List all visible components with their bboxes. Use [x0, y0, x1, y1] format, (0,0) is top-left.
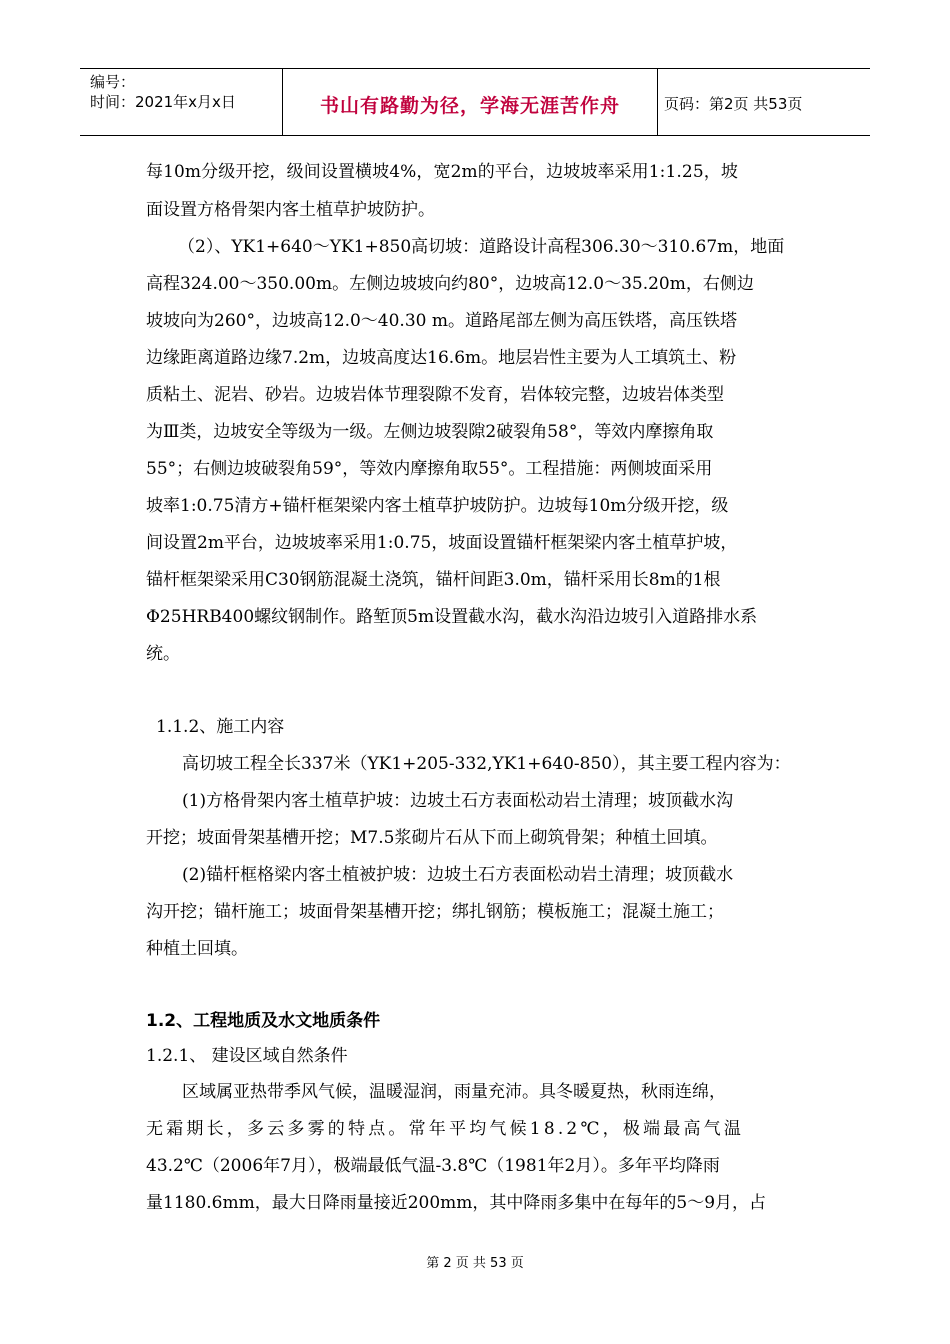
body-line: （2）、YK1+640～YK1+850高切坡：道路设计高程306.30～310.67m，地面: [178, 237, 785, 257]
date-label: 时间：2021年x月x日: [90, 93, 236, 111]
body-line: 开挖；坡面骨架基槽开挖；M7.5浆砌片石从下而上砌筑骨架；种植土回填。: [146, 828, 718, 848]
body-line: 种植土回填。: [146, 939, 248, 959]
section-heading-1-2-1: 1.2.1、 建设区域自然条件: [146, 1046, 348, 1066]
body-line: 无霜期长，多云多雾的特点。常年平均气候18.2℃，极端最高气温: [146, 1119, 745, 1139]
body-line: 间设置2m平台，边坡坡率采用1:0.75，坡面设置锚杆框架梁内客土植草护坡，: [146, 533, 738, 553]
body-line: Φ25HRB400螺纹钢制作。路堑顶5m设置截水沟，截水沟沿边坡引入道路排水系: [146, 607, 758, 627]
body-line: 55°；右侧边坡破裂角59°，等效内摩擦角取55°。工程措施：两侧坡面采用: [146, 459, 713, 479]
header-meta-cell: [80, 69, 282, 135]
body-line: 43.2℃（2006年7月），极端最低气温-3.8℃（1981年2月）。多年平均降雨: [146, 1156, 720, 1176]
document-number-label: 编号：: [90, 73, 136, 91]
body-line: 高切坡工程全长337米（YK1+205-332,YK1+640-850），其主要工程内容为：: [182, 754, 791, 774]
body-line: 坡率1:0.75清方+锚杆框架梁内客土植草护坡防护。边坡每10m分级开挖，级: [146, 496, 729, 516]
header-page-cell: [658, 69, 870, 135]
body-line: 统。: [146, 644, 180, 664]
body-line: 质粘土、泥岩、砂岩。边坡岩体节理裂隙不发育，岩体较完整，边坡岩体类型: [146, 385, 724, 405]
body-line: 区域属亚热带季风气候，温暖湿润，雨量充沛。具冬暖夏热，秋雨连绵，: [182, 1082, 726, 1102]
body-line: 锚杆框架梁采用C30钢筋混凝土浇筑，锚杆间距3.0m，锚杆采用长8m的1根: [146, 570, 721, 590]
header-motto-cell: [282, 69, 658, 135]
body-line: 每10m分级开挖，级间设置横坡4%，宽2m的平台，边坡坡率采用1:1.25，坡: [146, 162, 738, 182]
motto: 书山有路勤为径，学海无涯苦作舟: [319, 95, 620, 117]
page-footer: 第 2 页 共 53 页: [426, 1256, 524, 1271]
body-line: 面设置方格骨架内客土植草护坡防护。: [146, 200, 435, 220]
body-line: 边缘距离道路边缘7.2m，边坡高度达16.6m。地层岩性主要为人工填筑土、粉: [146, 348, 737, 368]
body-line: 量1180.6mm，最大日降雨量接近200mm，其中降雨多集中在每年的5～9月，占: [146, 1193, 767, 1213]
body-line: (2)锚杆框格梁内客土植被护坡：边坡土石方表面松动岩土清理；坡顶截水: [182, 865, 734, 885]
section-heading-1-1-2: 1.1.2、施工内容: [156, 717, 285, 737]
page-header: [80, 68, 870, 136]
page-info: 页码：第2页 共53页: [664, 95, 803, 113]
body-line: (1)方格骨架内客土植草护坡：边坡土石方表面松动岩土清理；坡顶截水沟: [182, 791, 734, 811]
body-line: 高程324.00～350.00m。左侧边坡坡向约80°，边坡高12.0～35.20m，右侧边: [146, 274, 754, 294]
body-line: 沟开挖；锚杆施工；坡面骨架基槽开挖；绑扎钢筋；模板施工；混凝土施工；: [146, 902, 724, 922]
section-heading-1-2: 1.2、工程地质及水文地质条件: [146, 1011, 381, 1031]
body-line: 坡坡向为260°，边坡高12.0～40.30 m。道路尾部左侧为高压铁塔，高压铁塔: [146, 311, 737, 331]
body-line: 为Ⅲ类，边坡安全等级为一级。左侧边坡裂隙2破裂角58°，等效内摩擦角取: [146, 422, 714, 442]
